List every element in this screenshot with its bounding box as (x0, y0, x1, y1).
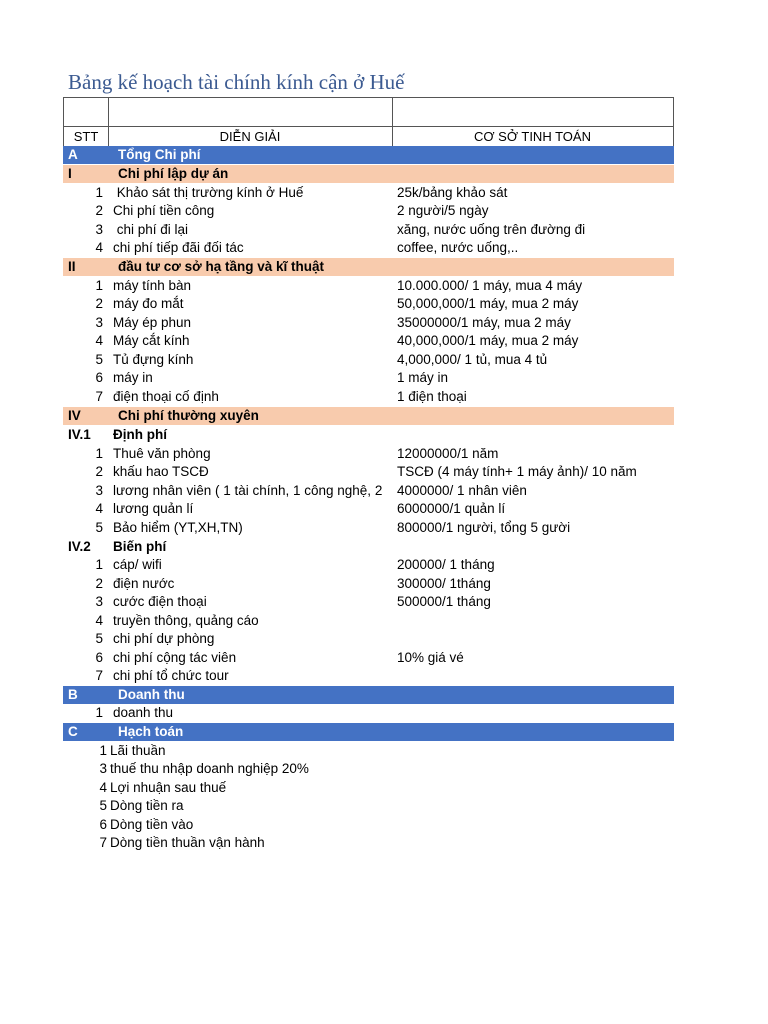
table-row (63, 760, 674, 778)
cell-basis: 35000000/1 máy, mua 2 máy (397, 314, 571, 330)
cell-description: chi phí đi lại (113, 221, 189, 237)
cell-description: máy đo mắt (113, 296, 184, 311)
subsection-row (63, 538, 674, 556)
section-row (63, 686, 674, 704)
table-row (63, 463, 674, 481)
cell-description: máy in (113, 370, 153, 385)
cell-description: điện thoại cố định (113, 388, 219, 404)
cell-description: doanh thu (113, 705, 174, 720)
cell-stt: 1 (95, 278, 103, 293)
table-row (63, 742, 674, 760)
cell-description: Dòng tiền vào (110, 816, 194, 832)
cell-description: máy tính bàn (113, 278, 192, 293)
table-row (63, 630, 674, 648)
cell-stt: 4 (95, 333, 103, 348)
table-header (63, 97, 674, 147)
table-row (63, 221, 674, 239)
cell-description: Tủ đựng kính (113, 351, 194, 367)
section-row (63, 407, 674, 425)
table-row (63, 500, 674, 518)
table-row (63, 388, 674, 406)
table-row (63, 332, 674, 350)
cell-description: thuế thu nhập doanh nghiệp 20% (110, 761, 309, 776)
section-row (63, 146, 674, 164)
document-title: Bảng kế hoạch tài chính kính cận ở Huế (68, 70, 405, 94)
table-row (63, 519, 674, 537)
table-row (63, 445, 674, 463)
cell-description: Hạch toán (118, 724, 184, 739)
cell-stt: IV.1 (68, 427, 91, 442)
cell-description: khấu hao TSCĐ (113, 464, 209, 479)
cell-stt: 5 (95, 519, 103, 535)
section-row (63, 723, 674, 741)
cell-stt: 4 (95, 612, 103, 628)
cell-basis: 10.000.000/ 1 máy, mua 4 máy (397, 278, 583, 293)
cell-description: Khảo sát thị trường kính ở Huế (113, 184, 304, 200)
table-row (63, 575, 674, 593)
cell-basis: 800000/1 người, tổng 5 gười (397, 519, 571, 535)
cell-description: Chi phí lập dự án (118, 165, 229, 181)
cell-description: Bảo hiểm (YT,XH,TN) (113, 519, 243, 535)
cell-stt: 1 (95, 445, 103, 461)
header-description: DIỄN GIẢI (219, 129, 281, 144)
cell-basis: 10% giá vé (397, 649, 464, 665)
table-row (63, 295, 674, 313)
cell-stt: 6 (95, 370, 103, 385)
cell-stt: 6 (99, 816, 107, 832)
cell-stt: 3 (99, 761, 107, 776)
table-row (63, 779, 674, 797)
cell-description: lương quản lí (113, 501, 194, 516)
cell-stt: 7 (95, 388, 103, 404)
cell-stt: 3 (95, 594, 103, 609)
cell-stt: I (68, 165, 72, 181)
cell-description: Máy ép phun (113, 314, 192, 330)
cell-stt: 4 (95, 501, 103, 516)
cell-stt: IV.2 (68, 538, 91, 554)
cell-stt: IV (68, 407, 81, 423)
cell-basis: 500000/1 tháng (397, 594, 491, 609)
table-row (63, 612, 674, 630)
cell-description: Dòng tiền ra (110, 798, 184, 813)
cell-description: Chi phí thường xuyên (118, 407, 259, 423)
cell-stt: 4 (95, 240, 103, 255)
cell-stt: 1 (95, 184, 103, 200)
cell-basis: coffee, nước uống,.. (397, 240, 519, 255)
cell-basis: xăng, nước uống trên đường đi (397, 221, 586, 237)
cell-description: Lợi nhuận sau thuế (110, 779, 227, 795)
cell-basis: 2 người/5 ngày (397, 203, 489, 218)
table-row (63, 314, 674, 332)
table-row (63, 797, 674, 815)
cell-description: truyền thông, quảng cáo (113, 612, 259, 628)
cell-stt: 3 (95, 221, 103, 237)
cell-basis: 12000000/1 năm (397, 445, 499, 461)
cell-basis: TSCĐ (4 máy tính+ 1 máy ảnh)/ 10 năm (397, 464, 637, 479)
cell-basis: 1 điện thoại (397, 388, 467, 404)
cell-description: điện nước (113, 575, 175, 591)
section-row (63, 258, 674, 276)
table-row (63, 369, 674, 387)
cell-description: chi phí dự phòng (113, 631, 215, 646)
cell-stt: 4 (99, 779, 107, 795)
cell-stt: 5 (99, 798, 107, 813)
table-row (63, 482, 674, 500)
cell-description: Thuê văn phòng (113, 445, 211, 461)
table-row (63, 704, 674, 722)
cell-description: Biến phí (113, 538, 167, 554)
cell-description: cước điện thoại (113, 594, 207, 609)
cell-stt: 7 (95, 668, 103, 683)
cell-basis: 40,000,000/1 máy, mua 2 máy (397, 333, 579, 348)
cell-stt: 5 (95, 351, 103, 367)
cell-stt: 2 (95, 296, 103, 311)
cell-stt: B (68, 686, 78, 702)
table-row (63, 184, 674, 202)
cell-description: cáp/ wifi (113, 557, 162, 572)
cell-stt: 1 (95, 705, 103, 720)
cell-stt: 2 (95, 203, 103, 218)
cell-description: chi phí cộng tác viên (113, 649, 237, 665)
cell-basis: 1 máy in (397, 370, 449, 385)
cell-basis: 6000000/1 quản lí (397, 501, 506, 516)
cell-basis: 200000/ 1 tháng (397, 557, 495, 572)
cell-description: Lãi thuần (110, 743, 166, 758)
cell-description: Doanh thu (118, 686, 185, 702)
cell-basis: 50,000,000/1 máy, mua 2 máy (397, 296, 579, 311)
cell-description: Tổng Chi phí (118, 147, 201, 162)
cell-stt: 2 (95, 575, 103, 591)
cell-stt: 1 (99, 743, 107, 758)
table-row (63, 277, 674, 295)
table-row (63, 202, 674, 220)
cell-description: Máy cắt kính (113, 333, 190, 348)
cell-stt: C (68, 724, 78, 739)
cell-stt: 7 (99, 835, 107, 850)
cell-stt: 3 (95, 482, 103, 498)
table-row (63, 816, 674, 834)
header-stt: STT (73, 129, 99, 144)
cell-description: đầu tư cơ sở hạ tầng và kĩ thuật (118, 259, 325, 274)
cell-stt: A (68, 147, 78, 162)
cell-description: chi phí tổ chức tour (113, 668, 229, 683)
table-row (63, 593, 674, 611)
cell-description: lương nhân viên ( 1 tài chính, 1 công nghệ, 2 (113, 482, 383, 498)
header-basis: CƠ SỞ TINH TOÁN (474, 129, 591, 144)
cell-description: chi phí tiếp đãi đối tác (113, 240, 244, 255)
cell-basis: 300000/ 1tháng (397, 575, 491, 591)
cell-basis: 25k/bảng khảo sát (397, 184, 508, 200)
table-row (63, 667, 674, 685)
cell-stt: 5 (95, 631, 103, 646)
table-row (63, 834, 674, 852)
table-row (63, 556, 674, 574)
cell-stt: II (68, 259, 76, 274)
table-row (63, 239, 674, 257)
cell-description: Chi phí tiền công (113, 203, 215, 218)
table-row (63, 351, 674, 369)
subsection-row (63, 426, 674, 444)
cell-basis: 4000000/ 1 nhân viên (397, 482, 527, 498)
table-row (63, 649, 674, 667)
cell-stt: 6 (95, 649, 103, 665)
cell-stt: 2 (95, 464, 103, 479)
cell-stt: 1 (95, 557, 103, 572)
cell-description: Dòng tiền thuần vận hành (110, 835, 265, 850)
cell-basis: 4,000,000/ 1 tủ, mua 4 tủ (397, 351, 548, 367)
cell-description: Định phí (113, 427, 167, 442)
cell-stt: 3 (95, 314, 103, 330)
section-row (63, 165, 674, 183)
